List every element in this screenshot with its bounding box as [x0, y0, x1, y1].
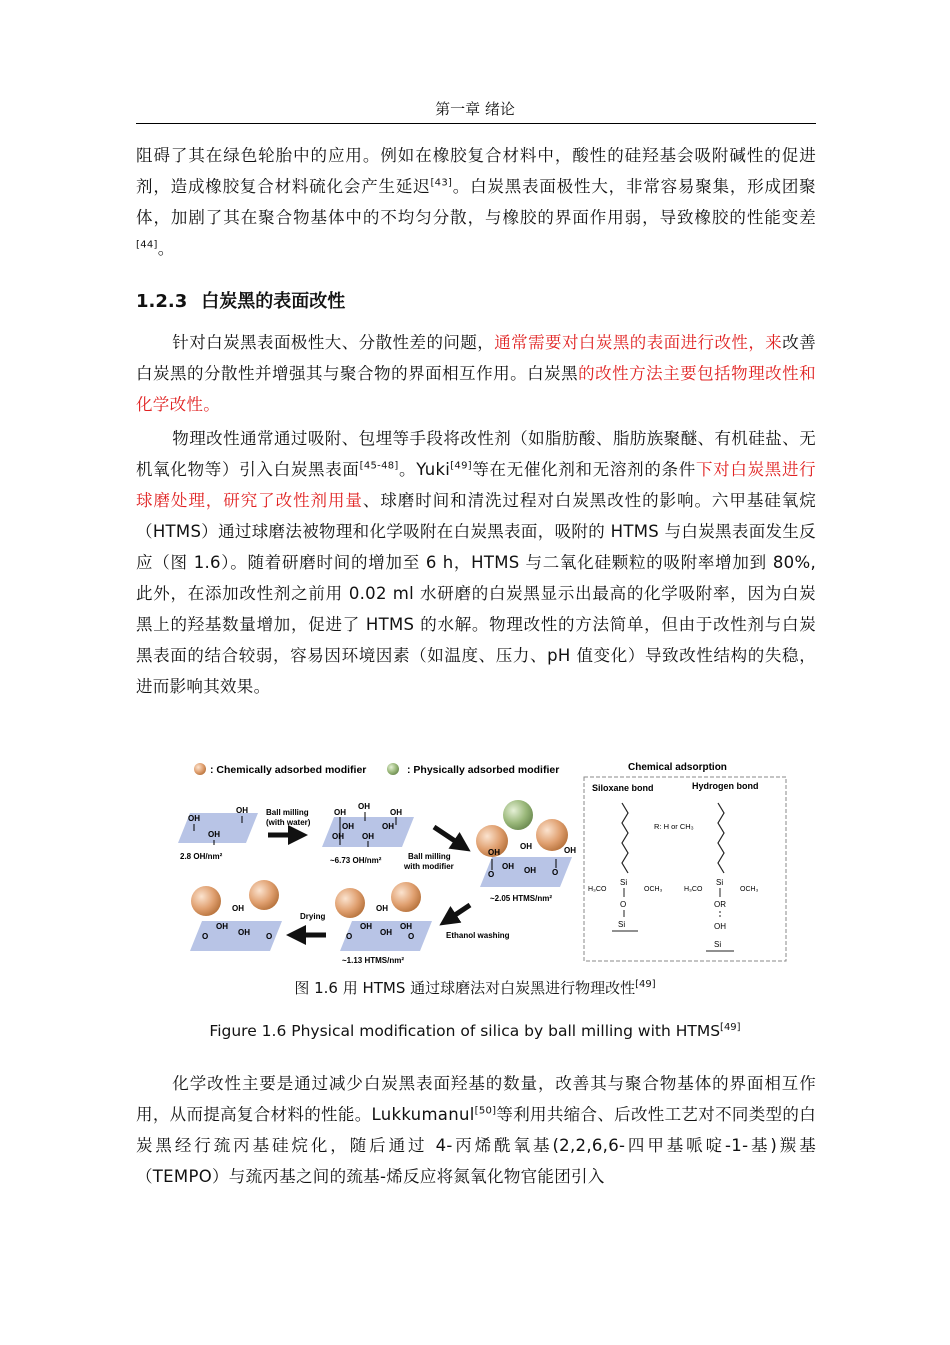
oh-label: OH — [232, 904, 244, 913]
oh-label: OH — [236, 806, 248, 815]
header-rule — [136, 123, 816, 124]
para4-text: 等利用共缩合、后改性工艺对不同类型的白炭黑经行巯丙基硅烷化，随后通过 4-丙烯酰氧基(2,2,6,6-四甲基哌啶-1-基)羰基（TEMPO）与巯丙基之间的巯基-烯反应将氮氧化物官能团引入 — [136, 1105, 816, 1186]
oh-label: OH — [520, 842, 532, 851]
para3-text: 、球磨时间和清洗过程对白炭黑改性的影响。六甲基硅氧烷（HTMS）通过球磨法被物理和化学吸附在白炭黑表面，吸附的 HTMS 与白炭黑表面发生反应（图 1.6）。随着研磨时间的增加至 6 h，HTMS 与二氧化硅颗粒的吸附率增加到 80%, 此外，在添加改性剂之前用 0.02 ml 水研磨的白炭黑显示出最高的化学吸附率，因为白炭黑上的羟基数量增加，促进了 HTMS 的水解。物理改性的方法简单，但由于改性剂与白炭黑表面的结合较弱，容易因环境因素（如温度、压力、pH 值变化）导致改性结构的失稳，进而影响其效果。 — [136, 491, 816, 696]
citation: [49] — [720, 1021, 741, 1033]
citation: [45-48] — [359, 460, 399, 472]
o-label: O — [408, 932, 415, 941]
oh-label: OH — [216, 922, 228, 931]
r-definition: R: H or CH₃ — [654, 822, 694, 831]
oh-label: OH — [400, 922, 412, 931]
box-title: Chemical adsorption — [628, 762, 727, 773]
process-arrow — [446, 905, 470, 921]
para2-text: 针对白炭黑表面极性大、分散性差的问题， — [172, 333, 495, 352]
o-label: O — [552, 868, 559, 877]
oh-label: OH — [208, 830, 220, 839]
density-label: ~6.73 OH/nm² — [330, 856, 382, 865]
paragraph-1 — [136, 140, 816, 264]
oh-label: OH — [376, 904, 388, 913]
arrow-label: Ethanol washing — [446, 931, 510, 940]
si-label: Si — [716, 878, 724, 887]
density-label: 2.8 OH/nm² — [180, 852, 223, 861]
methoxy-label: H₃CO — [588, 886, 607, 893]
chemical-modifier-ball — [249, 880, 279, 910]
oh-label: OH — [564, 846, 576, 855]
highlighted-text: 下对白炭黑进行球磨处理，研究了改性剂用量 — [136, 460, 816, 510]
oh-label: OH — [714, 922, 726, 931]
methoxy-label: OCH₃ — [644, 886, 663, 893]
physical-modifier-ball — [503, 800, 533, 830]
methoxy-label: OCH₃ — [740, 886, 759, 893]
para3-text: 。Yuki — [398, 460, 451, 479]
alkyl-chain — [622, 803, 628, 873]
para1-text: 。白炭黑表面极性大，非常容易聚集，形成团聚体，加剧了其在聚合物基体中的不均匀分散，与橡胶的界面作用弱，导致橡胶的性能变差 — [136, 177, 816, 227]
oh-label: OH — [502, 862, 514, 871]
paragraph-4 — [136, 1068, 816, 1192]
oh-label: OH — [334, 808, 346, 817]
si-label: Si — [618, 920, 626, 929]
caption-text: 图 1.6 用 HTMS 通过球磨法对白炭黑进行物理改性 — [294, 979, 636, 997]
oh-label: OH — [358, 802, 370, 811]
oh-label: OH — [342, 822, 354, 831]
para1-text: 。 — [157, 239, 175, 258]
citation: [49] — [635, 979, 656, 990]
paragraph-2 — [136, 327, 816, 420]
citation: [44] — [136, 239, 158, 251]
o-label: O — [488, 870, 495, 879]
highlighted-text: 通常需要对白炭黑的表面进行改性，来 — [494, 333, 783, 352]
chemical-adsorption-box — [584, 777, 786, 961]
chemical-modifier-ball — [391, 882, 421, 912]
paragraph-3 — [136, 423, 816, 702]
methoxy-label: H₃CO — [684, 886, 703, 893]
si-label: Si — [714, 940, 722, 949]
arrow-label: (with water) — [266, 818, 311, 827]
oh-label: OH — [362, 832, 374, 841]
o-label: O — [620, 900, 627, 909]
legend-chemical: : Chemically adsorbed modifier — [210, 764, 367, 776]
citation: [43] — [430, 177, 453, 189]
density-label: ~2.05 HTMS/nm² — [490, 894, 553, 903]
oh-label: OH — [488, 848, 500, 857]
o-label: O — [346, 932, 353, 941]
chemical-modifier-ball — [335, 888, 365, 918]
section-number: 1.2.3 — [136, 291, 188, 312]
para3-text: 物理改性通常通过吸附、包埋等手段将改性剂（如脂肪酸、脂肪族聚醚、有机硅盐、无机氧化物等）引入白炭黑表面 — [136, 429, 816, 479]
arrow-label: Drying — [300, 912, 326, 921]
figure-1-6 — [162, 755, 790, 965]
section-title: 白炭黑的表面改性 — [201, 291, 346, 312]
o-label: O — [202, 932, 209, 941]
legend-physical: : Physically adsorbed modifier — [407, 764, 560, 776]
arrow-label: Ball milling — [408, 852, 451, 861]
oh-label: OH — [332, 832, 344, 841]
siloxane-label: Siloxane bond — [592, 783, 654, 793]
oh-label: OH — [188, 814, 200, 823]
section-heading — [136, 287, 345, 313]
citation: [50] — [474, 1105, 497, 1117]
oh-label: OH — [360, 922, 372, 931]
para2-text: 改善白炭黑的分散性并增强其与聚合物的界面相互作用。白炭黑 — [136, 333, 816, 383]
density-label: ~1.13 HTMS/nm² — [342, 956, 405, 965]
caption-text: Figure 1.6 Physical modification of silica by ball milling with HTMS — [209, 1022, 721, 1040]
figure-caption-en — [0, 1022, 950, 1040]
arrow-label: with modifier — [404, 862, 454, 871]
oh-label: OH — [238, 928, 250, 937]
oh-label: OH — [524, 866, 536, 875]
para1-text: 阻碍了其在绿色轮胎中的应用。例如在橡胶复合材料中，酸性的硅羟基会吸附碱性的促进剂，造成橡胶复合材料硫化会产生延迟 — [136, 146, 816, 196]
citation: [49] — [450, 460, 472, 472]
alkyl-chain — [718, 803, 724, 873]
highlighted-text: 的改性方法主要包括物理改性和化学改性。 — [136, 364, 816, 414]
oh-label: OH — [390, 808, 402, 817]
o-label: O — [266, 932, 273, 941]
running-header: 第一章 绪论 — [435, 100, 515, 118]
si-label: Si — [620, 878, 628, 887]
para3-text: 等在无催化剂和无溶剂的条件 — [471, 460, 696, 479]
arrow-label: Ball milling — [266, 808, 309, 817]
chemical-modifier-ball — [191, 886, 221, 916]
or-label: OR — [714, 900, 726, 909]
oh-label: OH — [382, 822, 394, 831]
physical-ball-icon — [387, 763, 399, 775]
process-arrow — [434, 827, 464, 847]
para4-text: 化学改性主要是通过减少白炭黑表面羟基的数量，改善其与聚合物基体的界面相互作用，从而提高复合材料的性能。Lukkumanul — [136, 1074, 816, 1124]
figure-caption-zh — [0, 977, 950, 998]
chemical-ball-icon — [194, 763, 206, 775]
oh-label: OH — [380, 928, 392, 937]
hbond-label: Hydrogen bond — [692, 781, 759, 791]
